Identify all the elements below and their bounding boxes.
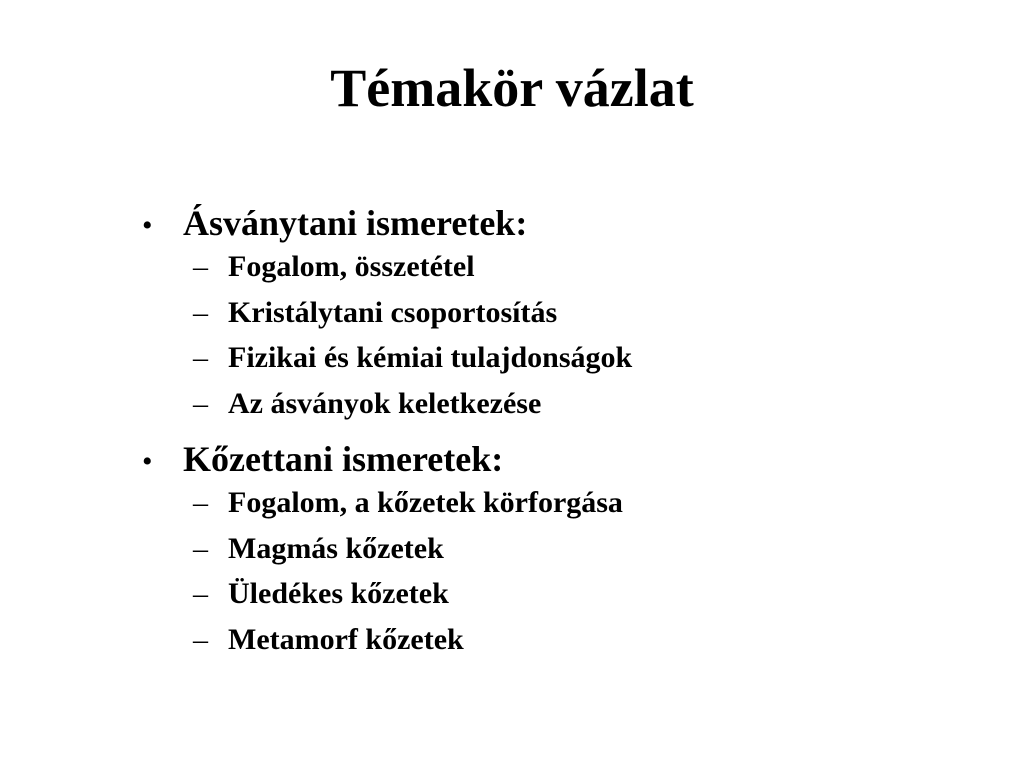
section-mineralogy (140, 202, 960, 432)
sub-list (140, 250, 960, 432)
slide-content (140, 202, 960, 668)
sub-item (140, 387, 960, 433)
dash-icon: – (193, 341, 208, 374)
sub-item-text: Üledékes kőzetek (228, 577, 449, 610)
bullet-icon: • (142, 445, 153, 478)
sub-item (140, 341, 960, 387)
sub-item (140, 250, 960, 296)
dash-icon: – (193, 577, 208, 610)
sub-item (140, 296, 960, 342)
slide-title: Témakör vázlat (330, 58, 694, 118)
dash-icon: – (193, 622, 208, 656)
sub-item-text: Fogalom, összetétel (228, 250, 475, 283)
sub-item-text: Fogalom, a kőzetek körforgása (228, 486, 623, 519)
dash-icon: – (193, 386, 208, 420)
sub-item (140, 532, 960, 578)
sub-item-text: Az ásványok keletkezése (228, 386, 542, 420)
bullet-item (140, 438, 960, 486)
bullet-heading: Ásványtani ismeretek: (183, 203, 528, 243)
sub-item-text: Kristálytani csoportosítás (228, 295, 558, 329)
sub-item-text: Fizikai és kémiai tulajdonságok (228, 341, 633, 374)
dash-icon: – (193, 250, 208, 283)
dash-icon: – (193, 486, 208, 519)
sub-item (140, 623, 960, 669)
dash-icon: – (193, 531, 208, 565)
bullet-item (140, 202, 960, 250)
bullet-icon: • (142, 209, 153, 242)
sub-item (140, 486, 960, 532)
sub-item-text: Magmás kőzetek (228, 531, 444, 565)
section-petrology (140, 438, 960, 668)
sub-list (140, 486, 960, 668)
sub-item-text: Metamorf kőzetek (228, 622, 464, 656)
bullet-heading: Kőzettani ismeretek: (183, 439, 504, 479)
dash-icon: – (193, 295, 208, 329)
sub-item (140, 577, 960, 623)
